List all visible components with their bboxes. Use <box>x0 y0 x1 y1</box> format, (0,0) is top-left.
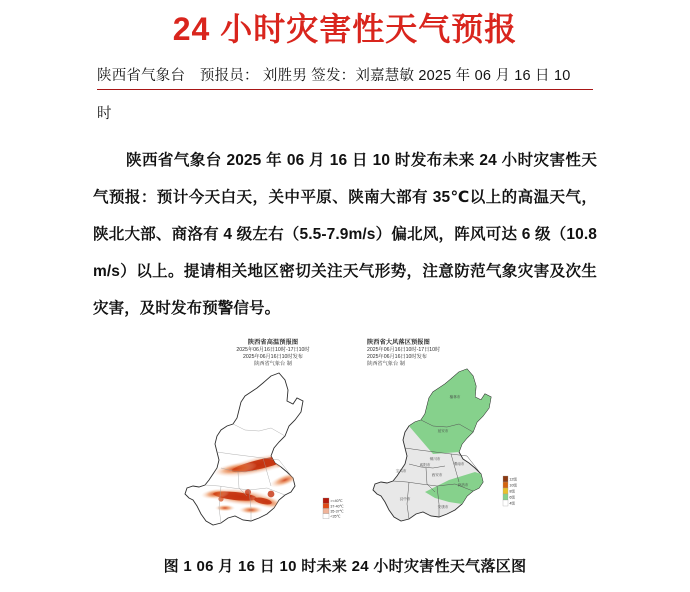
city-label-ankang: 安康市 <box>437 505 449 510</box>
left-map-producer: 陕西省气象台 制 <box>254 361 292 368</box>
byline-divider <box>97 89 593 90</box>
wind-map-svg <box>363 368 535 553</box>
left-map-header <box>175 339 353 368</box>
byline <box>97 66 593 124</box>
page-title: 24 小时灾害性天气预报 <box>172 11 518 47</box>
city-label-shangluo: 商洛市 <box>457 483 469 488</box>
figure-caption: 图 1 06 月 16 日 10 时未来 24 小时灾害性天气落区图 <box>163 558 527 575</box>
temperature-legend <box>323 498 344 519</box>
wind-legend-label-4: 4级 <box>509 502 515 507</box>
wind-legend-label-3: 6级 <box>509 496 515 501</box>
right-map-producer: 陕西省气象台 制 <box>367 361 405 368</box>
wind-legend-label-0: 12级 <box>509 478 517 483</box>
city-label-tongchuan: 铜川市 <box>429 457 441 462</box>
city-label-yulin: 榆林市 <box>449 395 461 400</box>
byline-line-1: 陕西省气象台 预报员： 刘胜男 签发：刘嘉慧敏 2025 年 06 月 16 日 10 <box>97 68 571 84</box>
left-map-period: 2025年06月16日10时-17日10时 <box>236 347 310 354</box>
wind-legend <box>503 476 517 506</box>
city-label-baoji: 宝鸡市 <box>395 469 407 474</box>
right-map-period: 2025年06月16日10时-17日10时 <box>367 347 441 354</box>
right-map-panel <box>363 339 535 553</box>
legend-label-1: 37-40℃ <box>330 504 344 509</box>
city-label-xianyang: 咸阳市 <box>419 463 431 468</box>
legend-label-0: >=40℃ <box>330 499 343 504</box>
right-map-title: 陕西省大风落区预报图 <box>367 339 430 346</box>
city-label-hanzhong: 汉中市 <box>399 497 411 502</box>
left-map-title: 陕西省高温预报图 <box>247 339 299 346</box>
wind-legend-label-2: 8级 <box>509 490 515 495</box>
figure-area <box>0 339 690 571</box>
right-map-header <box>363 339 535 368</box>
city-label-xian: 西安市 <box>431 473 443 478</box>
legend-label-3: <35℃ <box>330 515 341 520</box>
maps-row <box>175 339 535 567</box>
right-map-graphic <box>363 368 535 553</box>
wind-legend-label-1: 10级 <box>509 484 517 489</box>
left-map-panel <box>175 339 353 553</box>
city-label-weinan: 渭南市 <box>453 462 465 467</box>
city-label-yanan: 延安市 <box>437 429 449 434</box>
byline-line-2: 时 <box>97 106 112 122</box>
right-map-issued: 2025年06月16日10时发布 <box>367 354 427 361</box>
left-map-graphic <box>175 368 353 553</box>
legend-label-2: 35-37℃ <box>330 509 344 514</box>
temperature-map-svg <box>175 368 353 553</box>
forecast-body-text: 陕西省气象台 2025 年 06 月 16 日 10 时发布未来 24 小时灾害性天气预报：预计今天白天，关中平原、陕南大部有 35℃以上的高温天气，陕北大部、商洛有 4 级左右（5.5-7.9m/s）偏北风，阵风可达 6 级（10.8 m/s）以上。提请相关地区密切关注天气形势，注意防范气象灾害及次生灾害，及时发布预警信号。 <box>93 152 597 317</box>
left-map-issued: 2025年06月16日10时发布 <box>243 354 303 361</box>
